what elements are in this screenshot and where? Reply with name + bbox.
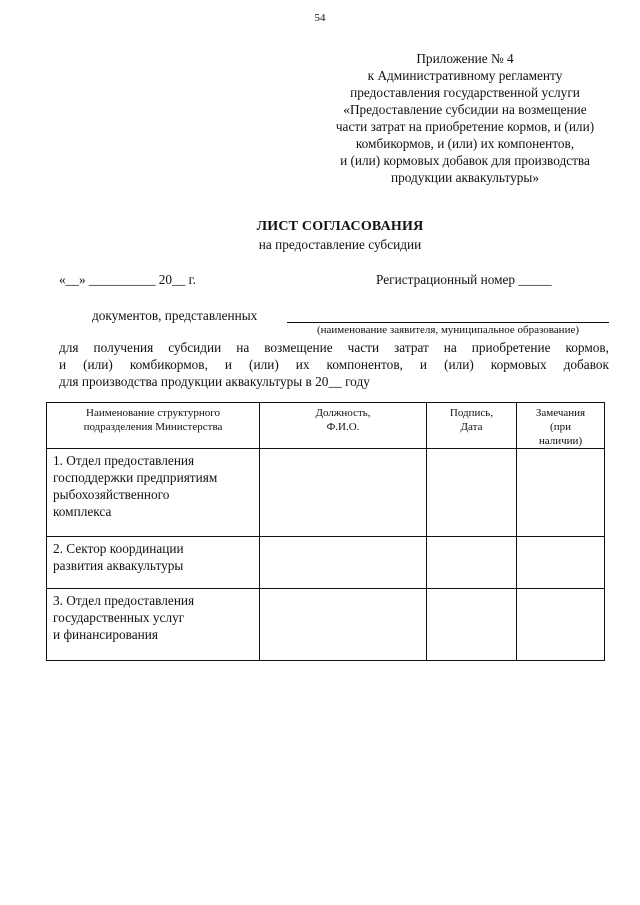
remarks-cell[interactable]: [517, 449, 605, 537]
document-subtitle: на предоставление субсидии: [258, 237, 422, 252]
appendix-line: части затрат на приобретение кормов, и (или): [335, 119, 595, 134]
appendix-line: комбикормов, и (или) их компонентов,: [355, 136, 575, 151]
document-title: ЛИСТ СОГЛАСОВАНИЯ: [256, 219, 424, 234]
appendix-line: и (или) кормовых добавок для производства: [340, 153, 590, 168]
date-field: «__» __________ 20__ г.: [59, 272, 196, 287]
page-number: 54: [314, 12, 326, 24]
documents-label: документов, представленных: [92, 308, 258, 323]
remarks-cell[interactable]: [517, 537, 605, 589]
department-cell: 3. Отдел предоставления государственных услуг и финансирования: [47, 589, 260, 661]
table-row: [47, 449, 605, 537]
remarks-cell[interactable]: [517, 589, 605, 661]
department-cell: 1. Отдел предоставления господдержки предприятиям рыбохозяйственного комплекса: [47, 449, 260, 537]
appendix-line: продукции аквакультуры»: [391, 170, 539, 185]
table-row: [47, 537, 605, 589]
applicant-caption: (наименование заявителя, муниципальное образование): [316, 324, 580, 336]
appendix-line: предоставления государственной услуги: [350, 85, 580, 100]
approval-table: [46, 402, 605, 661]
position-cell[interactable]: [260, 537, 427, 589]
appendix-header: [290, 50, 640, 186]
header-signature: Подпись, Дата: [427, 403, 517, 449]
position-cell[interactable]: [260, 589, 427, 661]
table-header-row: [47, 403, 605, 449]
header-remarks: Замечания (при наличии): [517, 403, 605, 449]
signature-cell[interactable]: [427, 589, 517, 661]
purpose-line: и (или) комбикормов, и (или) их компонентов, и (или) кормовых добавок: [59, 357, 609, 372]
applicant-blank-line: [287, 322, 609, 323]
signature-cell[interactable]: [427, 449, 517, 537]
header-position: Должность, Ф.И.О.: [260, 403, 427, 449]
purpose-paragraph: [59, 339, 609, 390]
department-cell: 2. Сектор координации развития аквакультуры: [47, 537, 260, 589]
appendix-line: к Административному регламенту: [367, 68, 563, 83]
appendix-line: «Предоставление субсидии на возмещение: [343, 102, 587, 117]
purpose-line: для получения субсидии на возмещение части затрат на приобретение кормов,: [59, 340, 609, 355]
registration-number-field: Регистрационный номер _____: [376, 272, 552, 287]
table-row: [47, 589, 605, 661]
appendix-line: Приложение № 4: [416, 51, 514, 66]
purpose-line: для производства продукции аквакультуры в 20__ году: [59, 374, 370, 389]
signature-cell[interactable]: [427, 537, 517, 589]
position-cell[interactable]: [260, 449, 427, 537]
header-department: Наименование структурного подразделения Министерства: [47, 403, 260, 449]
